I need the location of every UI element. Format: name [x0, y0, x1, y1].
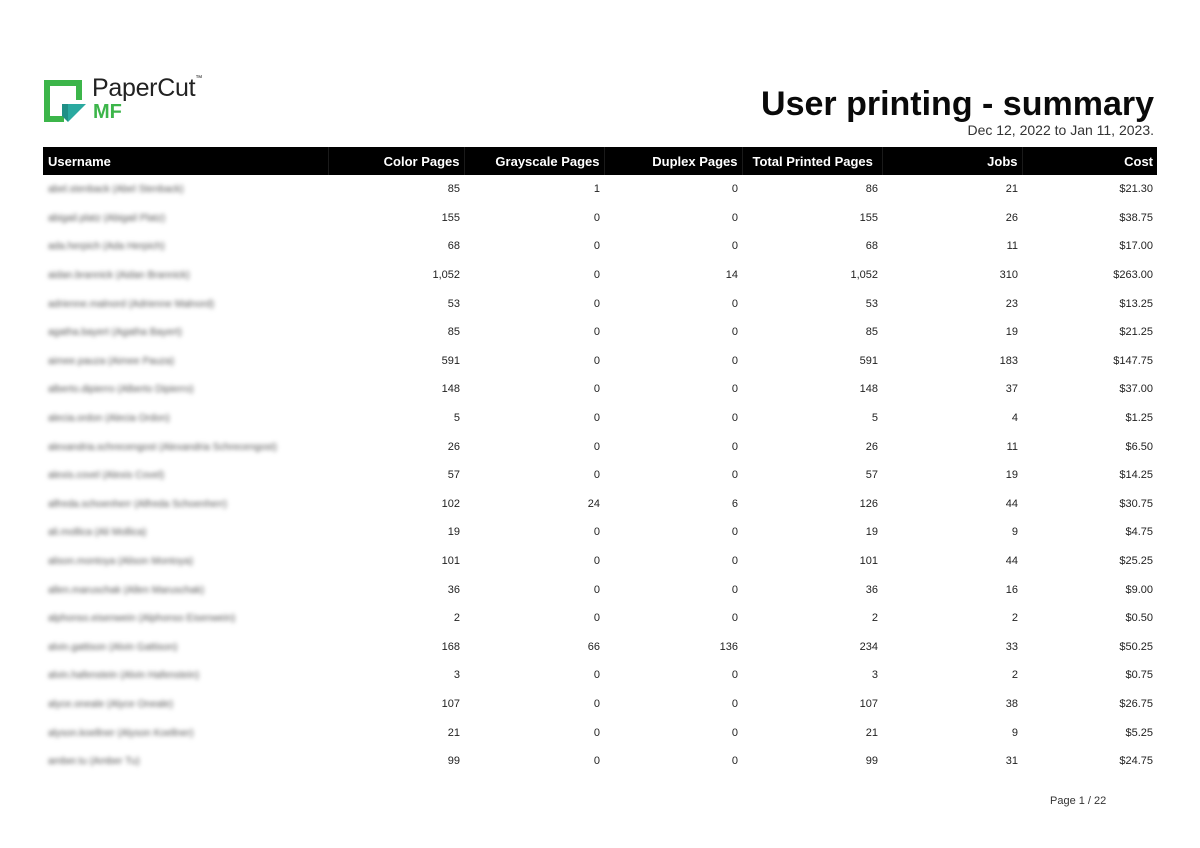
- cell-total-printed-pages: 3: [871, 669, 878, 682]
- cell-cost: $50.25: [1119, 640, 1153, 653]
- cell-grayscale-pages: 0: [593, 612, 600, 625]
- cell-color-pages: 101: [441, 555, 460, 568]
- cell-jobs: 33: [1005, 640, 1018, 653]
- cell-duplex-pages: 0: [731, 555, 738, 568]
- cell-username: [43, 232, 328, 261]
- cell-cost: $4.75: [1125, 526, 1153, 539]
- cell-cost: $13.25: [1119, 297, 1153, 310]
- username-text: alison.montoya (Alison Montoya): [48, 556, 194, 568]
- cell-cost: $21.25: [1119, 326, 1153, 339]
- cell-duplex-pages: 0: [731, 297, 738, 310]
- cell-cost: $24.75: [1119, 755, 1153, 768]
- cell-color-pages: 102: [441, 497, 460, 510]
- cell-duplex-pages: 0: [731, 183, 738, 196]
- cell-grayscale-pages: 0: [593, 440, 600, 453]
- table-row: [43, 461, 1157, 490]
- username-text: alexis.covel (Alexis Covel): [48, 470, 165, 482]
- table-row: [43, 633, 1157, 662]
- table-row: [43, 547, 1157, 576]
- cell-total-printed-pages: 36: [865, 583, 878, 596]
- cell-username: [43, 604, 328, 633]
- username-text: aimee.pauza (Aimee Pauza): [48, 355, 175, 367]
- cell-grayscale-pages: 0: [593, 526, 600, 539]
- cell-color-pages: 53: [447, 297, 460, 310]
- cell-jobs: 310: [999, 269, 1018, 282]
- report-date-range: Dec 12, 2022 to Jan 11, 2023.: [967, 122, 1154, 138]
- cell-username: [43, 261, 328, 290]
- username-text: alphonso.eisenwein (Alphonso Eisenwein): [48, 613, 236, 625]
- cell-username: [43, 547, 328, 576]
- table-body: [43, 175, 1157, 775]
- cell-username: [43, 690, 328, 719]
- cell-duplex-pages: 0: [731, 326, 738, 339]
- cell-cost: $0.50: [1125, 612, 1153, 625]
- table-header-row: [43, 147, 1157, 175]
- cell-grayscale-pages: 0: [593, 326, 600, 339]
- table-row: [43, 661, 1157, 690]
- cell-cost: $6.50: [1125, 440, 1153, 453]
- table-row: [43, 289, 1157, 318]
- cell-cost: $21.30: [1119, 183, 1153, 196]
- cell-username: [43, 204, 328, 233]
- column-header-total-printed-pages: Total Printed Pages: [742, 147, 882, 175]
- cell-username: [43, 518, 328, 547]
- column-header-jobs: Jobs: [882, 147, 1022, 175]
- cell-color-pages: 3: [453, 669, 460, 682]
- cell-jobs: 9: [1011, 526, 1018, 539]
- cell-duplex-pages: 0: [731, 240, 738, 253]
- username-text: abigail.platz (Abigail Platz): [48, 212, 166, 224]
- cell-jobs: 2: [1011, 669, 1018, 682]
- cell-grayscale-pages: 0: [593, 383, 600, 396]
- cell-color-pages: 5: [453, 412, 460, 425]
- cell-duplex-pages: 0: [731, 526, 738, 539]
- cell-jobs: 183: [999, 354, 1018, 367]
- cell-duplex-pages: 0: [731, 211, 738, 224]
- papercut-logo-mark-icon: [42, 78, 86, 122]
- table-row: [43, 747, 1157, 776]
- cell-duplex-pages: 0: [731, 612, 738, 625]
- username-text: amber.tu (Amber Tu): [48, 756, 140, 768]
- cell-grayscale-pages: 0: [593, 555, 600, 568]
- cell-grayscale-pages: 0: [593, 469, 600, 482]
- cell-cost: $26.75: [1119, 697, 1153, 710]
- cell-grayscale-pages: 24: [587, 497, 600, 510]
- cell-jobs: 4: [1011, 412, 1018, 425]
- cell-cost: $0.75: [1125, 669, 1153, 682]
- cell-color-pages: 85: [447, 183, 460, 196]
- table-row: [43, 490, 1157, 519]
- cell-total-printed-pages: 155: [859, 211, 878, 224]
- cell-grayscale-pages: 0: [593, 297, 600, 310]
- username-text: ada.herpich (Ada Herpich): [48, 241, 165, 253]
- column-header-grayscale-pages: Grayscale Pages: [464, 147, 604, 175]
- cell-color-pages: 19: [447, 526, 460, 539]
- cell-cost: $9.00: [1125, 583, 1153, 596]
- cell-cost: $5.25: [1125, 726, 1153, 739]
- cell-jobs: 37: [1005, 383, 1018, 396]
- table-row: [43, 347, 1157, 376]
- cell-duplex-pages: 136: [719, 640, 738, 653]
- cell-total-printed-pages: 21: [865, 726, 878, 739]
- cell-username: [43, 318, 328, 347]
- cell-grayscale-pages: 0: [593, 669, 600, 682]
- logo-brand-name: PaperCut: [92, 74, 196, 102]
- username-text: alexandria.schrecengost (Alexandria Schrecengost): [48, 441, 278, 453]
- cell-duplex-pages: 0: [731, 697, 738, 710]
- cell-color-pages: 148: [441, 383, 460, 396]
- cell-jobs: 11: [1006, 240, 1018, 253]
- table-row: [43, 404, 1157, 433]
- cell-total-printed-pages: 148: [859, 383, 878, 396]
- cell-username: [43, 289, 328, 318]
- username-text: agatha.bayert (Agatha Bayert): [48, 327, 182, 339]
- table-row: [43, 204, 1157, 233]
- table-row: [43, 375, 1157, 404]
- cell-total-printed-pages: 85: [865, 326, 878, 339]
- cell-total-printed-pages: 126: [859, 497, 878, 510]
- cell-total-printed-pages: 68: [865, 240, 878, 253]
- cell-cost: $37.00: [1119, 383, 1153, 396]
- cell-color-pages: 85: [447, 326, 460, 339]
- cell-username: [43, 375, 328, 404]
- cell-color-pages: 36: [447, 583, 460, 596]
- table-row: [43, 575, 1157, 604]
- cell-grayscale-pages: 0: [593, 583, 600, 596]
- cell-total-printed-pages: 591: [859, 354, 878, 367]
- cell-jobs: 9: [1011, 726, 1018, 739]
- cell-total-printed-pages: 19: [865, 526, 878, 539]
- cell-jobs: 16: [1005, 583, 1018, 596]
- page-number: Page 1 / 22: [1050, 795, 1107, 807]
- username-text: alvin.gattison (Alvin Gattison): [48, 641, 178, 653]
- cell-grayscale-pages: 0: [593, 412, 600, 425]
- cell-username: [43, 575, 328, 604]
- username-text: aidan.brannick (Aidan Brannick): [48, 270, 190, 282]
- username-text: alberto.dipierro (Alberto Dipierro): [48, 384, 194, 396]
- cell-username: [43, 432, 328, 461]
- cell-grayscale-pages: 0: [593, 755, 600, 768]
- cell-cost: $25.25: [1119, 555, 1153, 568]
- column-header-color-pages: Color Pages: [328, 147, 464, 175]
- username-text: alfreda.schoenherr (Alfreda Schoenherr): [48, 498, 227, 510]
- cell-username: [43, 347, 328, 376]
- cell-total-printed-pages: 2: [871, 612, 878, 625]
- cell-duplex-pages: 0: [731, 583, 738, 596]
- cell-cost: $30.75: [1119, 497, 1153, 510]
- table-row: [43, 232, 1157, 261]
- table-row: [43, 175, 1157, 204]
- cell-jobs: 11: [1006, 440, 1018, 453]
- username-text: alyce.oneale (Alyce Oneale): [48, 698, 174, 710]
- cell-total-printed-pages: 107: [859, 697, 878, 710]
- cell-color-pages: 1,052: [432, 269, 460, 282]
- username-text: ali.mollica (Ali Mollica): [48, 527, 147, 539]
- cell-jobs: 31: [1005, 755, 1018, 768]
- cell-color-pages: 68: [447, 240, 460, 253]
- cell-grayscale-pages: 0: [593, 726, 600, 739]
- cell-cost: $38.75: [1119, 211, 1153, 224]
- cell-duplex-pages: 0: [731, 354, 738, 367]
- cell-jobs: 26: [1005, 211, 1018, 224]
- cell-username: [43, 633, 328, 662]
- cell-cost: $263.00: [1113, 269, 1153, 282]
- cell-color-pages: 168: [441, 640, 460, 653]
- cell-total-printed-pages: 5: [871, 412, 878, 425]
- table-row: [43, 432, 1157, 461]
- cell-grayscale-pages: 0: [593, 211, 600, 224]
- logo-trademark: ™: [195, 75, 202, 82]
- cell-cost: $17.00: [1119, 240, 1153, 253]
- username-text: alvin.hafenstein (Alvin Hafenstein): [48, 670, 200, 682]
- cell-grayscale-pages: 1: [593, 183, 600, 196]
- username-text: adrienne.malnord (Adrienne Malnord): [48, 298, 215, 310]
- logo-product: MF: [93, 101, 122, 123]
- table-row: [43, 261, 1157, 290]
- cell-total-printed-pages: 99: [865, 755, 878, 768]
- cell-color-pages: 155: [441, 211, 460, 224]
- cell-duplex-pages: 6: [731, 497, 738, 510]
- cell-color-pages: 107: [441, 697, 460, 710]
- cell-grayscale-pages: 0: [593, 269, 600, 282]
- cell-duplex-pages: 0: [731, 440, 738, 453]
- cell-duplex-pages: 0: [731, 383, 738, 396]
- cell-jobs: 2: [1011, 612, 1018, 625]
- cell-username: [43, 404, 328, 433]
- cell-total-printed-pages: 1,052: [850, 269, 878, 282]
- table-row: [43, 604, 1157, 633]
- summary-table: [43, 147, 1157, 775]
- cell-grayscale-pages: 0: [593, 240, 600, 253]
- cell-total-printed-pages: 234: [859, 640, 878, 653]
- logo-wordmark: [92, 74, 202, 102]
- cell-grayscale-pages: 0: [593, 697, 600, 710]
- cell-cost: $1.25: [1125, 412, 1153, 425]
- cell-duplex-pages: 0: [731, 755, 738, 768]
- cell-color-pages: 591: [441, 354, 460, 367]
- column-header-duplex-pages: Duplex Pages: [604, 147, 742, 175]
- cell-total-printed-pages: 53: [865, 297, 878, 310]
- username-text: alyson.koellner (Alyson Koellner): [48, 727, 194, 739]
- cell-cost: $14.25: [1119, 469, 1153, 482]
- username-text: allen.maruschak (Allen Maruschak): [48, 584, 205, 596]
- cell-cost: $147.75: [1113, 354, 1153, 367]
- cell-jobs: 38: [1005, 697, 1018, 710]
- table-row: [43, 518, 1157, 547]
- cell-grayscale-pages: 66: [587, 640, 600, 653]
- cell-total-printed-pages: 26: [865, 440, 878, 453]
- cell-color-pages: 26: [447, 440, 460, 453]
- cell-duplex-pages: 14: [725, 269, 738, 282]
- table-row: [43, 690, 1157, 719]
- cell-jobs: 44: [1005, 555, 1018, 568]
- report-title: User printing - summary: [761, 85, 1154, 123]
- username-text: abel.stenback (Abel Stenback): [48, 184, 184, 196]
- cell-total-printed-pages: 57: [865, 469, 878, 482]
- cell-duplex-pages: 0: [731, 669, 738, 682]
- cell-username: [43, 461, 328, 490]
- cell-duplex-pages: 0: [731, 726, 738, 739]
- cell-duplex-pages: 0: [731, 412, 738, 425]
- cell-jobs: 44: [1005, 497, 1018, 510]
- cell-total-printed-pages: 86: [865, 183, 878, 196]
- papercut-logo: [42, 74, 222, 128]
- cell-total-printed-pages: 101: [859, 555, 878, 568]
- cell-color-pages: 2: [453, 612, 460, 625]
- column-header-username: Username: [43, 147, 328, 175]
- cell-username: [43, 718, 328, 747]
- table-row: [43, 318, 1157, 347]
- cell-username: [43, 490, 328, 519]
- cell-username: [43, 747, 328, 776]
- username-text: alecia.ordon (Alecia Ordon): [48, 413, 170, 425]
- cell-jobs: 19: [1005, 469, 1018, 482]
- cell-grayscale-pages: 0: [593, 354, 600, 367]
- cell-jobs: 23: [1005, 297, 1018, 310]
- cell-color-pages: 21: [447, 726, 460, 739]
- cell-username: [43, 175, 328, 204]
- table-row: [43, 718, 1157, 747]
- cell-color-pages: 99: [447, 755, 460, 768]
- cell-color-pages: 57: [447, 469, 460, 482]
- cell-username: [43, 661, 328, 690]
- cell-duplex-pages: 0: [731, 469, 738, 482]
- column-header-cost: Cost: [1124, 153, 1153, 169]
- cell-jobs: 19: [1005, 326, 1018, 339]
- cell-jobs: 21: [1005, 183, 1018, 196]
